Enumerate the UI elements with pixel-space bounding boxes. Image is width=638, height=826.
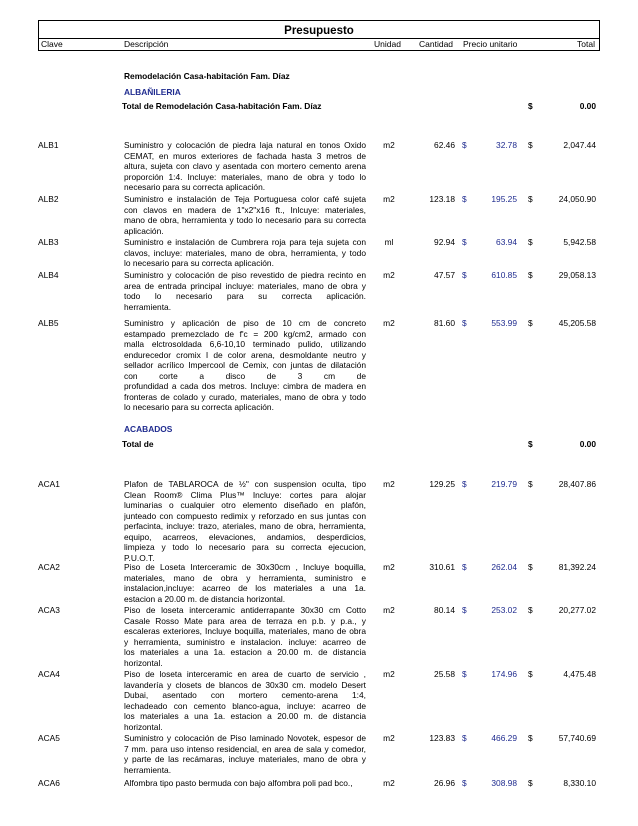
item-description <box>124 318 366 413</box>
item-cantidad: 123.83 <box>429 733 455 743</box>
item-description-line: todo lo necesario para su correcta aplicación. <box>124 291 366 301</box>
item-unidad: m2 <box>383 669 395 679</box>
item-description-line: 7 mm. para uso intenso residencial, en area de sala y comedor, <box>124 743 366 754</box>
item-unidad: m2 <box>383 605 395 615</box>
item-total: 45,205.58 <box>558 318 596 328</box>
item-total-currency: $ <box>528 140 533 150</box>
item-description-line: los materiales a una 1a. estacion a 20.00 m. de distancia <box>124 711 366 721</box>
item-description-line: Suministro y aplicación de piso de 10 cm de concreto <box>124 318 366 328</box>
item-total: 2,047.44 <box>563 140 596 150</box>
item-clave: ALB2 <box>38 194 59 204</box>
item-cantidad: 47.57 <box>434 270 455 280</box>
section-total-currency: $ <box>528 101 533 111</box>
item-clave: ALB4 <box>38 270 59 280</box>
item-description-line: y parte de las recámaras, incluye materiales, mano de obra y <box>124 754 366 764</box>
item-unidad: ml <box>384 237 394 247</box>
section-total-label: Total de <box>122 439 154 449</box>
item-description-line: estampado premezclado de f'c = 200 kg/cm2, armado con <box>124 328 366 339</box>
item-description <box>124 733 366 775</box>
item-description-line: herramienta. <box>124 764 172 775</box>
item-description-line: horizontal. <box>124 721 163 732</box>
item-precio-currency: $ <box>462 562 467 572</box>
item-precio-currency: $ <box>462 270 467 280</box>
project-name: Remodelación Casa-habitación Fam. Díaz <box>124 71 290 81</box>
item-cantidad: 123.18 <box>429 194 455 204</box>
item-description-line: lechadeado con cemento blanco-agua, incluye: acarreo de <box>124 700 366 711</box>
section-name: ACABADOS <box>124 424 173 434</box>
item-description-line: herramienta. <box>124 301 172 312</box>
item-unidad: m2 <box>383 140 395 150</box>
item-description-line: lavandería y closets de blancos de 30x30 cm. modelo Desert <box>124 679 366 690</box>
section-total-value: 0.00 <box>579 101 596 111</box>
item-unidad: m2 <box>383 562 395 572</box>
item-cantidad: 310.61 <box>429 562 455 572</box>
item-total: 24,050.90 <box>558 194 596 204</box>
item-description-line: instalacion,incluye: acarreo de los materiales a una 1a. <box>124 583 366 593</box>
item-description-line: con corte a disco de 3 cm de <box>124 370 366 381</box>
item-total-currency: $ <box>528 605 533 615</box>
item-precio-unitario: 219.79 <box>491 479 517 489</box>
item-description-line: los materiales a una 1a. estacion a 20.00 m. de distancia <box>124 647 366 657</box>
item-total-currency: $ <box>528 237 533 247</box>
item-total: 20,277.02 <box>558 605 596 615</box>
section-total-currency: $ <box>528 439 533 449</box>
item-description-line: lo necesario para su correcta aplicación. <box>124 402 274 412</box>
item-total-currency: $ <box>528 778 533 788</box>
item-precio-currency: $ <box>462 778 467 788</box>
item-description-line: Suministro e instalación de Cumbrera roja para teja sujeta con <box>124 237 366 247</box>
item-description-line: Piso de loseta interceramic antiderrapante 30x30 cm Cotto <box>124 605 366 615</box>
item-total: 29,058.13 <box>558 270 596 280</box>
item-description <box>124 479 366 563</box>
page-title: Presupuesto <box>284 25 354 37</box>
item-precio-unitario: 32.78 <box>496 140 517 150</box>
item-precio-currency: $ <box>462 479 467 489</box>
item-precio-unitario: 308.98 <box>491 778 517 788</box>
item-description-line: perfacinta, incluye: trazo, ateriales, mano de obra, herramienta, <box>124 521 366 531</box>
item-total: 57,740.69 <box>558 733 596 743</box>
col-header-precio: Precio unitario <box>463 39 518 49</box>
item-description-line: proporción 1:4. Incluye: materiales, mano de obra y todo lo <box>124 171 366 182</box>
col-header-unidad: Unidad <box>374 39 401 49</box>
item-description-line: sellador acrílico Impercool de Cemix, con juntas de dilatación <box>124 360 366 370</box>
item-precio-currency: $ <box>462 605 467 615</box>
item-description-line: mano de obra, herramienta y todo lo necesario para su correcta <box>124 215 366 225</box>
item-description <box>124 194 366 236</box>
item-description <box>124 778 366 789</box>
item-description-line: Clean Room® Clima Plus™ Incluye: cortes para alojar <box>124 489 366 500</box>
item-clave: ACA4 <box>38 669 60 679</box>
item-description-line: estacion a 20.00 m. de distancia horizontal. <box>124 593 286 604</box>
item-clave: ACA1 <box>38 479 60 489</box>
budget-header <box>38 20 600 51</box>
item-description-line: fronteras de colado y curado, materiales, mano de obra y todo <box>124 391 366 402</box>
item-precio-unitario: 610.85 <box>491 270 517 280</box>
item-description-line: CEMAT, en muros exteriores de fachada hasta 3 metros de <box>124 150 366 161</box>
col-header-cantidad: Cantidad <box>419 39 454 49</box>
item-description-line: horizontal. <box>124 657 163 668</box>
item-description-line: Plafon de TABLAROCA de ½" con suspension oculta, tipo <box>124 479 366 489</box>
item-total-currency: $ <box>528 479 533 489</box>
section-name: ALBAÑILERIA <box>124 87 181 97</box>
item-precio-unitario: 63.94 <box>496 237 517 247</box>
section-total-label: Total de Remodelación Casa-habitación Fam. Díaz <box>122 101 322 111</box>
item-unidad: m2 <box>383 318 395 328</box>
item-cantidad: 80.14 <box>434 605 455 615</box>
item-description-line: Suministro y colocación de Piso laminado Novotek, espesor de <box>124 733 366 743</box>
item-description-line: Alfombra tipo pasto bermuda con bajo alfombra poli pad bco., <box>124 778 353 788</box>
item-description-line: endurecedor cromix I de color arena, desmoldante neutro y <box>124 349 366 360</box>
item-precio-unitario: 174.96 <box>491 669 517 679</box>
item-description-line: y herramienta, suministro e instalacion. incluye: acarreo de <box>124 636 366 647</box>
item-total-currency: $ <box>528 318 533 328</box>
item-description-line: limpieza y todo lo necesario para su correcta ejecucion, <box>124 542 366 552</box>
item-description <box>124 605 366 668</box>
item-description-line: malla elctrosoldada 6,6-10,10 terminado pulido, utilizando <box>124 339 366 349</box>
item-description <box>124 669 366 732</box>
section-total-value: 0.00 <box>579 439 596 449</box>
item-clave: ALB5 <box>38 318 59 328</box>
item-total-currency: $ <box>528 562 533 572</box>
item-description <box>124 562 366 604</box>
item-unidad: m2 <box>383 778 395 788</box>
item-clave: ACA5 <box>38 733 60 743</box>
item-clave: ACA3 <box>38 605 60 615</box>
item-description-line: lo necesario para su correcta aplicación. <box>124 258 274 268</box>
item-unidad: m2 <box>383 733 395 743</box>
item-description-line: P.U.O.T. <box>124 552 155 563</box>
item-description-line: Suministro y colocación de piso revestido de piedra recinto en <box>124 270 366 280</box>
item-description-line: luminarias o cualquier otro elemento diseñado en plafón, <box>124 500 366 510</box>
item-precio-currency: $ <box>462 318 467 328</box>
item-precio-unitario: 195.25 <box>491 194 517 204</box>
item-clave: ALB3 <box>38 237 59 247</box>
item-description-line: Suministro e instalación de Teja Portuguesa color café sujeta <box>124 194 366 204</box>
item-total-currency: $ <box>528 669 533 679</box>
item-precio-currency: $ <box>462 194 467 204</box>
item-description-line: profundidad a cada dos metros. Incluye: cimbra de madera en <box>124 381 366 391</box>
col-header-descripcion: Descripción <box>124 39 169 49</box>
item-description-line: altura, sujeta con clavo y asentada con mortero cemento arena <box>124 161 366 171</box>
item-description-line: Piso de loseta interceramic en area de cuarto de servicio , <box>124 669 366 679</box>
item-total-currency: $ <box>528 733 533 743</box>
item-unidad: m2 <box>383 270 395 280</box>
item-cantidad: 129.25 <box>429 479 455 489</box>
item-cantidad: 92.94 <box>434 237 455 247</box>
item-total: 81,392.24 <box>558 562 596 572</box>
item-unidad: m2 <box>383 479 395 489</box>
col-header-clave: Clave <box>41 39 63 49</box>
item-clave: ALB1 <box>38 140 59 150</box>
item-description-line: necesario para su correcta aplicación. <box>124 182 266 192</box>
item-description-line: equipo, acarreos, elevaciones, andamios, desperdicios, <box>124 531 366 542</box>
item-precio-currency: $ <box>462 140 467 150</box>
item-total: 28,407.86 <box>558 479 596 489</box>
item-cantidad: 25.58 <box>434 669 455 679</box>
item-description <box>124 237 366 269</box>
item-total-currency: $ <box>528 194 533 204</box>
item-precio-currency: $ <box>462 733 467 743</box>
item-description-line: clavos, incluye: materiales, mano de obra, herramienta, y todo <box>124 247 366 258</box>
item-description-line: Piso de Loseta Interceramic de 30x30cm , Incluye boquilla, <box>124 562 366 572</box>
item-description-line: escaleras exteriores, Incluye boquilla, materiales, mano de obra <box>124 626 366 636</box>
item-unidad: m2 <box>383 194 395 204</box>
item-description-line: materiales, mano de obra y herramienta, suministro e <box>124 572 366 583</box>
item-precio-unitario: 466.29 <box>491 733 517 743</box>
item-cantidad: 26.96 <box>434 778 455 788</box>
item-total: 8,330.10 <box>563 778 596 788</box>
item-description-line: Casale Rosso Mate para area de terraza en p.b. y p.a., y <box>124 615 366 626</box>
item-precio-unitario: 262.04 <box>491 562 517 572</box>
item-description-line: area de entrada principal incluye: materiales, mano de obra y <box>124 280 366 291</box>
item-cantidad: 81.60 <box>434 318 455 328</box>
item-precio-currency: $ <box>462 669 467 679</box>
item-description-line: aplicación. <box>124 225 164 236</box>
item-cantidad: 62.46 <box>434 140 455 150</box>
item-total-currency: $ <box>528 270 533 280</box>
item-description-line: junteado con compuesto redimix y reforzado en sus juntas con <box>124 510 366 521</box>
item-total: 5,942.58 <box>563 237 596 247</box>
item-clave: ACA6 <box>38 778 60 788</box>
col-header-total: Total <box>577 39 595 49</box>
item-description-line: con clavos en madera de 1"x2"x16 ft., Inlcuye: materiales, <box>124 204 366 215</box>
item-total: 4,475.48 <box>563 669 596 679</box>
item-description-line: Dubai, asentado con mortero cemento-arena 1:4, <box>124 690 366 700</box>
item-description <box>124 270 366 312</box>
item-description-line: Suministro y colocación de piedra laja natural en tonos Oxido <box>124 140 366 150</box>
item-precio-unitario: 553.99 <box>491 318 517 328</box>
item-description <box>124 140 366 193</box>
item-clave: ACA2 <box>38 562 60 572</box>
item-precio-currency: $ <box>462 237 467 247</box>
item-precio-unitario: 253.02 <box>491 605 517 615</box>
